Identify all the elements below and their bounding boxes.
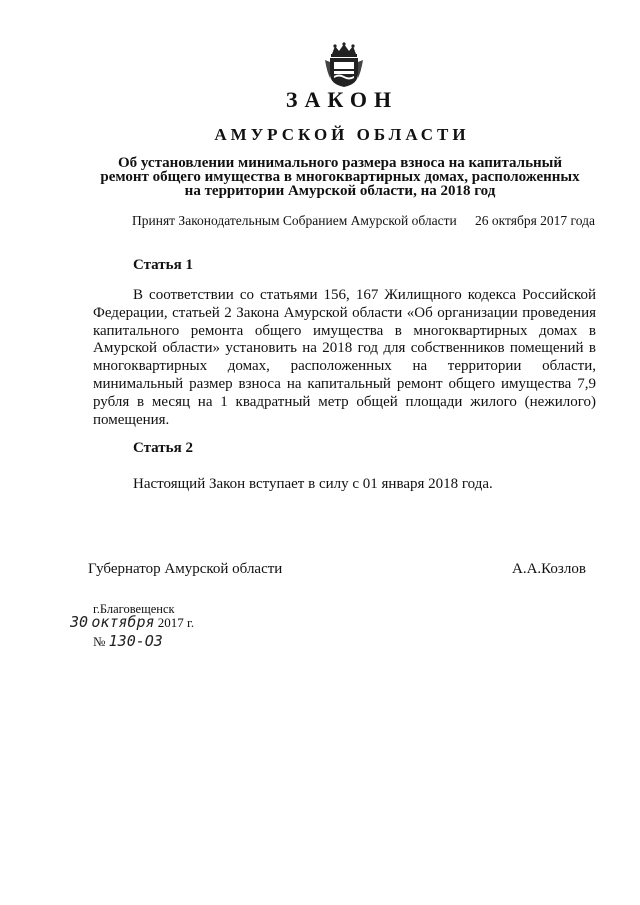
article-1-heading: Статья 1 bbox=[133, 257, 193, 273]
law-number bbox=[93, 632, 163, 650]
article-2-heading: Статья 2 bbox=[133, 440, 193, 456]
signatory-position: Губернатор Амурской области bbox=[88, 561, 283, 577]
adopted-date: 26 октября 2017 года bbox=[475, 213, 595, 228]
handwritten-number: 130-ОЗ bbox=[108, 632, 163, 650]
number-prefix: № bbox=[93, 634, 106, 649]
place-of-signing: г.Благовещенск bbox=[93, 602, 175, 616]
amur-coat-of-arms-icon bbox=[323, 42, 365, 88]
signatory-name: А.А.Козлов bbox=[512, 561, 586, 577]
signing-year: 2017 г. bbox=[157, 615, 195, 630]
region-title: АМУРСКОЙ ОБЛАСТИ bbox=[214, 125, 470, 144]
law-subject: Об установлении минимального размера взноса на капитальный ремонт общего имущества в многоквартирных домах, расположенных на территории Амурской области, на 2018 год bbox=[100, 155, 580, 199]
handwritten-month: октября bbox=[91, 613, 155, 631]
article-2-text: Настоящий Закон вступает в силу с 01 января 2018 года. bbox=[133, 476, 493, 492]
law-title: ЗАКОН bbox=[285, 87, 399, 112]
article-1-text: В соответствии со статьями 156, 167 Жилищного кодекса Российской Федерации, статьей 2 Закона Амурской области «Об организации проведения капитального ремонта общего имущества в многоквартирных домах в Амурской области» установить на 2018 год для собственников помещений в многоквартирных домах, расположенных на территории области, минимальный размер взноса на капитальный ремонт общего имущества 7,9 рубля в месяц на 1 квадратный метр общей площади жилого (нежилого) помещения. bbox=[93, 287, 596, 428]
signing-date bbox=[70, 613, 194, 631]
handwritten-day: 30 bbox=[70, 613, 89, 631]
adopted-by: Принят Законодательным Собранием Амурской области bbox=[132, 213, 457, 228]
adoption-line bbox=[132, 213, 595, 229]
